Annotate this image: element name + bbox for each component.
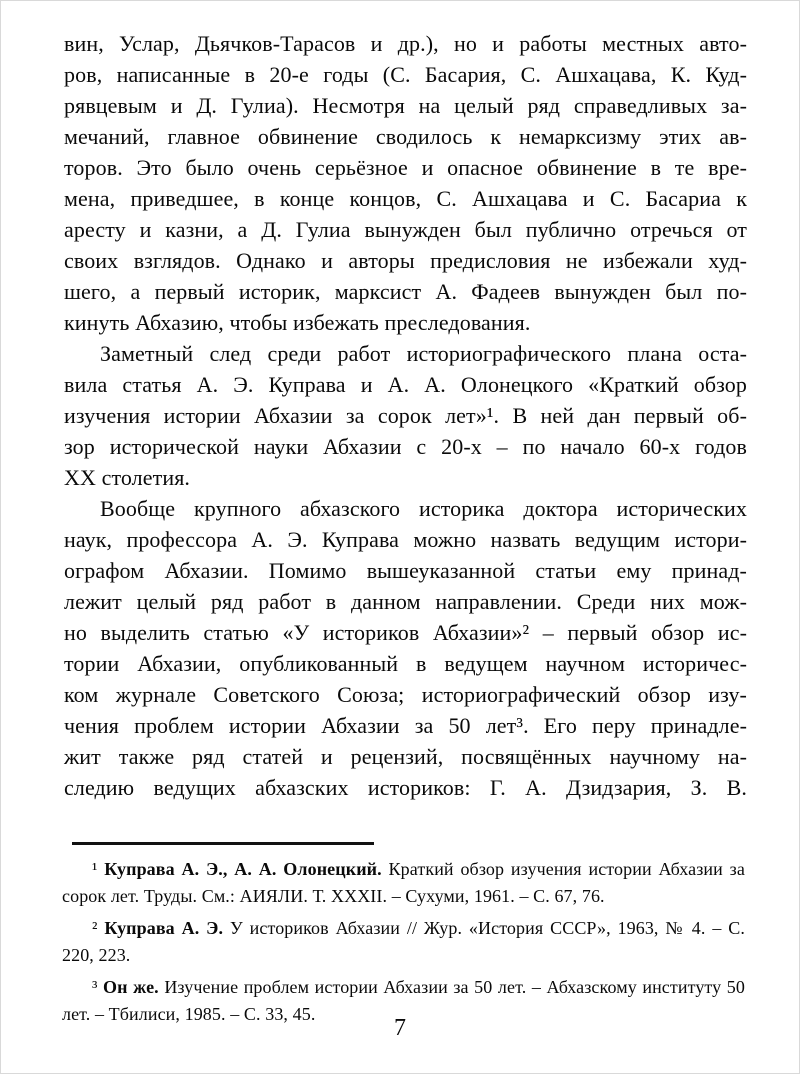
body-line: вила статья А. Э. Куправа и А. А. Олонецкого «Краткий обзор bbox=[64, 372, 747, 397]
body-line: ком журнале Советского Союза; историографический обзор изу- bbox=[64, 682, 747, 707]
footnote-text: Изучение проблем истории Абхазии за 50 лет. – Абхазскому институту 50 bbox=[158, 977, 745, 997]
body-line: Вообще крупного абхазского историка доктора исторических bbox=[100, 496, 747, 521]
body-line: ографом Абхазии. Помимо вышеуказанной статьи ему принад- bbox=[64, 558, 747, 583]
body-line: Заметный след среди работ историографического плана оста- bbox=[100, 341, 747, 366]
footnote-line bbox=[62, 942, 745, 969]
body-line: своих взглядов. Однако и авторы предисловия не избежали худ- bbox=[64, 248, 747, 273]
body-line: шего, а первый историк, марксист А. Фадеев вынужден был по- bbox=[64, 279, 747, 304]
body-line: ХХ столетия. bbox=[64, 465, 191, 490]
body-line: мечаний, главное обвинение сводилось к немарксизму этих ав- bbox=[64, 124, 747, 149]
footnote-text: лет. – Тбилиси, 1985. – С. 33, 45. bbox=[62, 1004, 316, 1024]
footnote-text: Краткий обзор изучения истории Абхазии за bbox=[381, 859, 745, 879]
body-line: торов. Это было очень серьёзное и опасное обвинение в те вре- bbox=[64, 155, 747, 180]
body-line: но выделить статью «У историков Абхазии»² – первый обзор ис- bbox=[64, 620, 747, 645]
body-line: лежит целый ряд работ в данном направлении. Среди них мож- bbox=[64, 589, 747, 614]
footnote-text: ² bbox=[92, 918, 105, 938]
footnote bbox=[62, 915, 745, 969]
body-line: зор исторической науки Абхазии с 20-х – по начало 60-х годов bbox=[64, 434, 747, 459]
footnote-line bbox=[62, 856, 745, 883]
body-line: чения проблем истории Абхазии за 50 лет³. Его перу принадле- bbox=[64, 713, 747, 738]
footnote-author: Куправа А. Э. bbox=[104, 918, 224, 938]
body-line: кинуть Абхазию, чтобы избежать преследования. bbox=[64, 310, 531, 335]
body-line: жит также ряд статей и рецензий, посвящённых научному на- bbox=[64, 744, 747, 769]
footnote-separator bbox=[72, 842, 374, 845]
body-line: тории Абхазии, опубликованный в ведущем научном историчес- bbox=[64, 651, 747, 676]
footnote-author: Куправа А. Э., А. А. Олонецкий. bbox=[104, 859, 382, 879]
body-line: наук, профессора А. Э. Куправа можно назвать ведущим истори- bbox=[64, 527, 747, 552]
body-line: изучения истории Абхазии за сорок лет»¹. В ней дан первый об- bbox=[64, 403, 747, 428]
footnote-text: 220, 223. bbox=[62, 945, 131, 965]
footnotes-section bbox=[62, 856, 745, 1033]
body-line: ров, написанные в 20-е годы (С. Басария, С. Ашхацава, К. Куд- bbox=[64, 62, 747, 87]
footnote bbox=[62, 856, 745, 910]
body-line: мена, приведшее, в конце концов, С. Ашхацава и С. Басариа к bbox=[64, 186, 747, 211]
footnote-line bbox=[62, 974, 745, 1001]
footnote-line bbox=[62, 883, 745, 910]
footnote-text: ¹ bbox=[92, 859, 105, 879]
body-line: следию ведущих абхазских историков: Г. А. Дзидзария, З. В. bbox=[64, 775, 747, 800]
footnote-text: ³ bbox=[92, 977, 104, 997]
footnote-text: сорок лет. Труды. См.: АИЯЛИ. Т. XXXII. – Сухуми, 1961. – С. 67, 76. bbox=[62, 886, 605, 906]
body-text bbox=[64, 28, 747, 803]
body-line: вин, Услар, Дьячков-Тарасов и др.), но и работы местных авто- bbox=[64, 31, 747, 56]
body-line: аресту и казни, а Д. Гулиа вынужден был публично отречься от bbox=[64, 217, 747, 242]
page-number: 7 bbox=[394, 1015, 406, 1041]
footnote-text: У историков Абхазии // Жур. «История СССР», 1963, № 4. – С. bbox=[223, 918, 745, 938]
footnote-author: Он же. bbox=[103, 977, 159, 997]
footnote-line bbox=[62, 915, 745, 942]
body-line: рявцевым и Д. Гулиа). Несмотря на целый ряд справедливых за- bbox=[64, 93, 747, 118]
